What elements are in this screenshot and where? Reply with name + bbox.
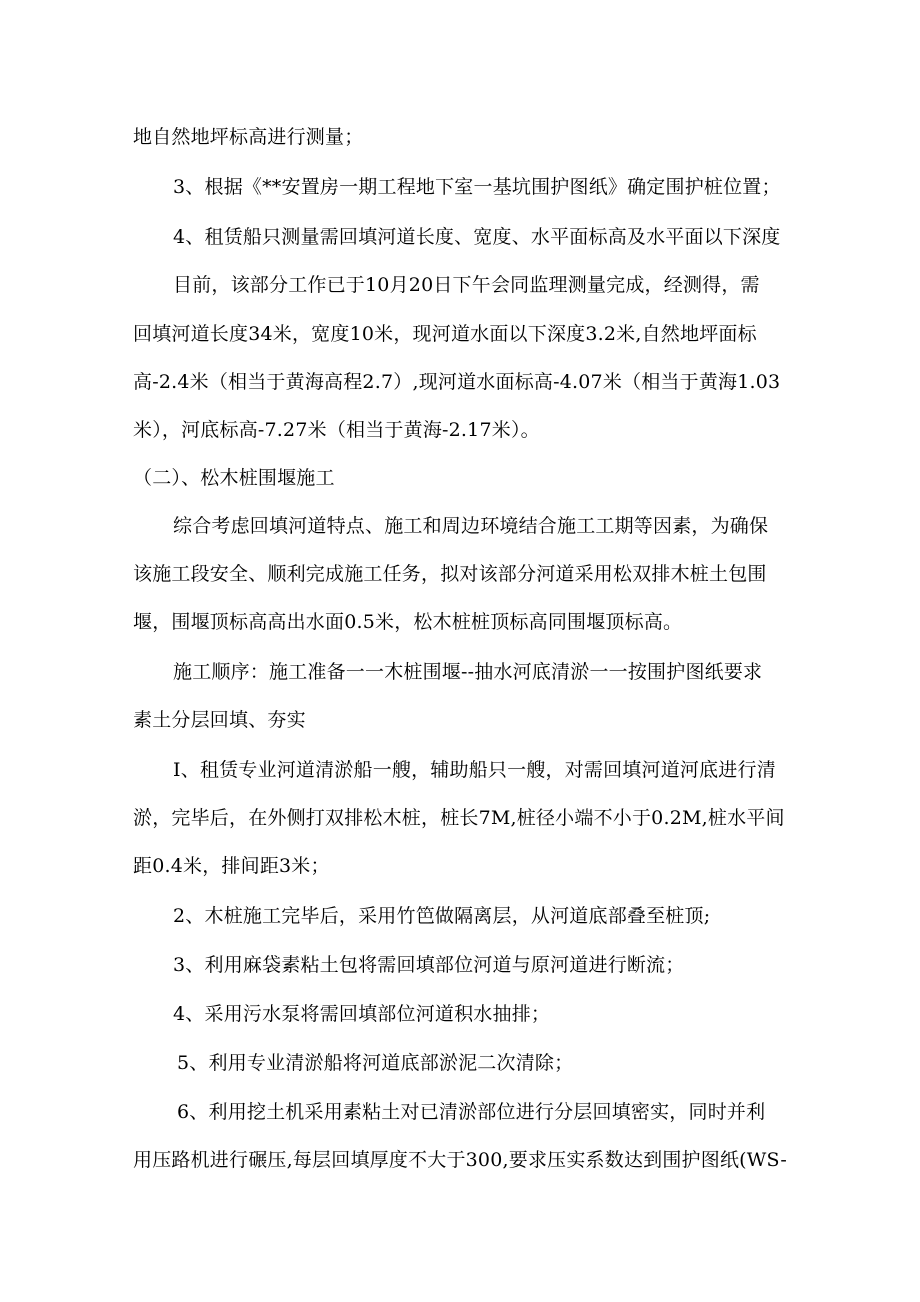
text-line-5: 回填河道长度34米，宽度10米，现河道水面以下深度3.2米,自然地坪面标 <box>133 323 757 345</box>
text-line-7: 米），河底标高-7.27米（相当于黄海-2.17米）。 <box>133 419 540 441</box>
text-line-6: 高-2.4米（相当于黄海高程2.7）,现河道水面标高-4.07米（相当于黄海1.03 <box>133 371 781 393</box>
text-line-13: 素土分层回填、夯实 <box>133 709 306 731</box>
text-line-19: 4、采用污水泵将需回填部位河道积水抽排； <box>173 1003 551 1025</box>
text-line-11: 堰，围堰顶标高高出水面0.5米，松木桩桩顶标高同围堰顶标高。 <box>133 611 683 633</box>
text-line-4: 目前，该部分工作已于10月20日下午会同监理测量完成，经测得，需 <box>173 274 760 296</box>
text-line-9: 综合考虑回填河道特点、施工和周边环境结合施工工期等因素，为确保 <box>173 515 769 537</box>
text-line-21: 6、利用挖土机采用素粘土对已清淤部位进行分层回填密实，同时并利 <box>177 1101 766 1123</box>
text-line-17: 2、木桩施工完毕后，采用竹笆做隔离层，从河道底部叠至桩顶; <box>173 905 711 927</box>
text-line-1: 地自然地坪标高进行测量； <box>133 126 364 148</box>
text-line-10: 该施工段安全、顺利完成施工任务，拟对该部分河道采用松双排木桩土包围 <box>133 563 767 585</box>
text-line-18: 3、利用麻袋素粘土包将需回填部位河道与原河道进行断流； <box>173 954 685 976</box>
text-line-14: I、租赁专业河道清淤船一艘，辅助船只一艘，对需回填河道河底进行清 <box>173 759 776 781</box>
text-line-12: 施工顺序：施工准备一一木桩围堰--抽水河底清淤一一按围护图纸要求 <box>173 661 763 683</box>
text-line-3: 4、租赁船只测量需回填河道长度、宽度、水平面标高及水平面以下深度 <box>173 226 781 248</box>
text-line-15: 淤，完毕后，在外侧打双排松木桩，桩长7M,桩径小端不小于0.2M,桩水平间 <box>133 807 785 829</box>
text-line-2: 3、根据《**安置房一期工程地下室一基坑围护图纸》确定围护桩位置； <box>173 176 781 198</box>
text-line-16: 距0.4米，排间距3米； <box>133 855 330 877</box>
section-heading: （二）、松木桩围堰施工 <box>133 467 335 489</box>
text-line-22: 用压路机进行碾压,每层回填厚度不大于300,要求压实系数达到围护图纸(WS- <box>133 1149 788 1171</box>
text-line-20: 5、利用专业清淤船将河道底部淤泥二次清除； <box>177 1052 574 1074</box>
